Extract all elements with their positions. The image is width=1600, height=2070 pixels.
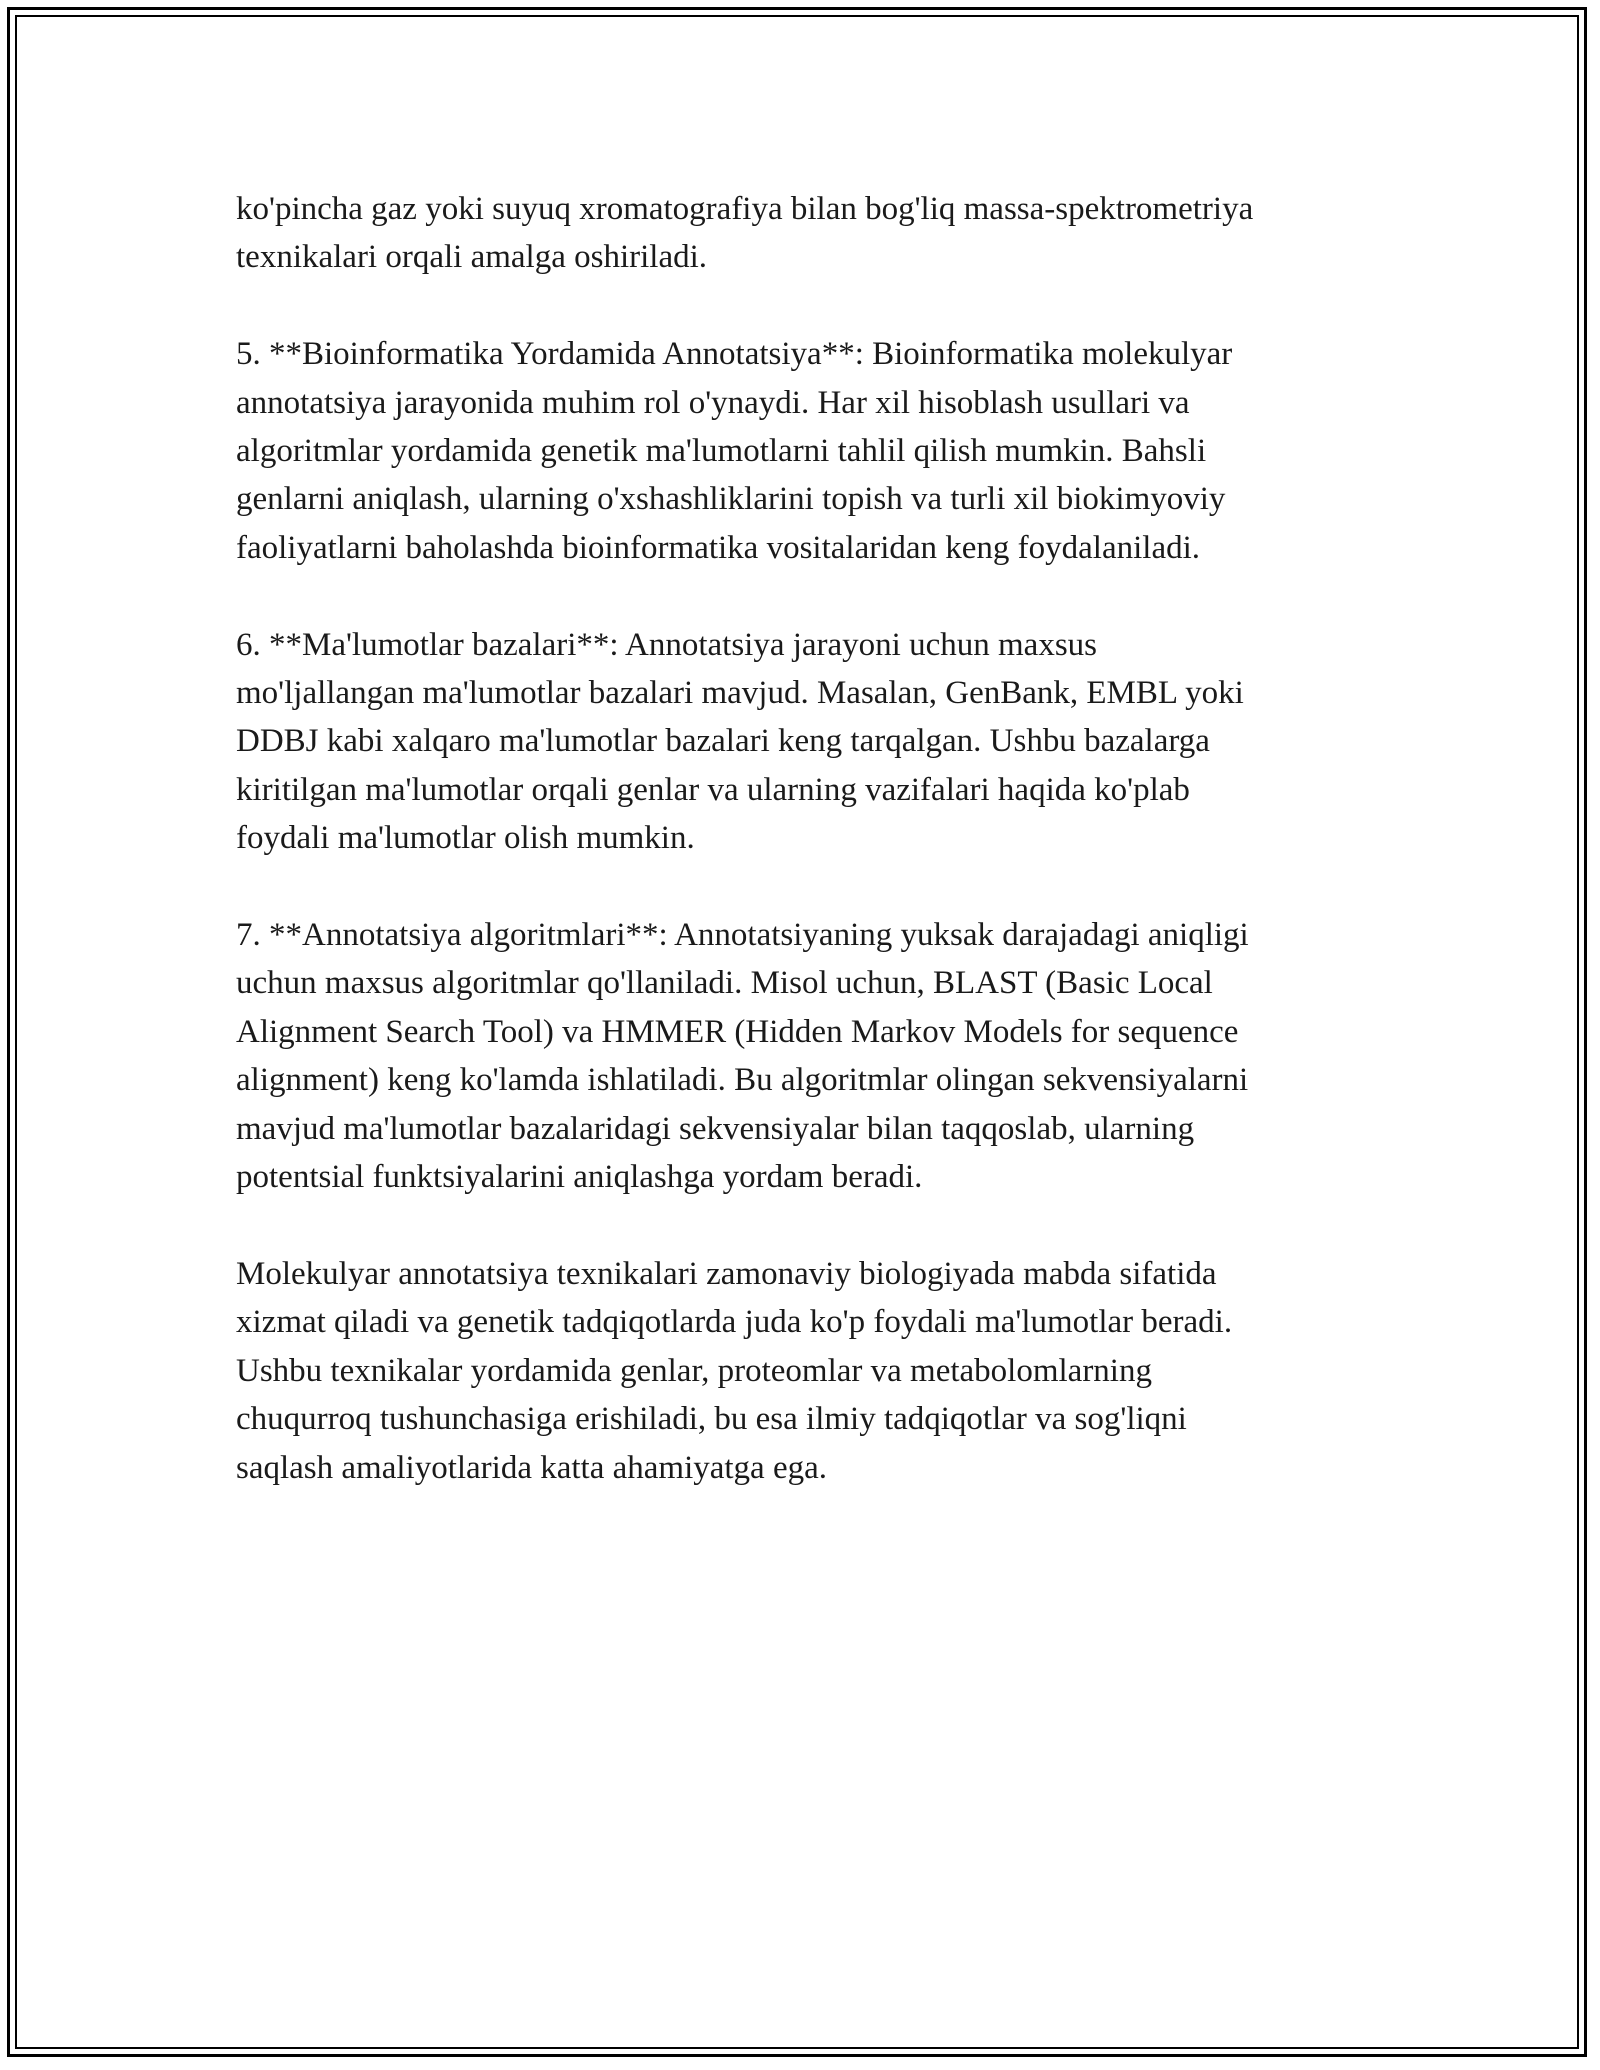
paragraph-item-6: 6. **Ma'lumotlar bazalari**: Annotatsiya jarayoni uchun maxsus mo'ljallangan ma'lumotlar bazalari mavjud. Masalan, GenBank, EMBL yoki DDBJ kabi xalqaro ma'lumotlar bazalari keng tarqalgan. Ushbu bazalarga kiritilgan ma'lumotlar orqali genlar va ularning vazifalari haqida ko'plab foydali ma'lumotlar olish mumkin. xyxy=(236,626,1244,857)
paragraph-continuation: ko'pincha gaz yoki suyuq xromatografiya bilan bog'liq massa-spektrometriya texnikalari orqali amalga oshiriladi. xyxy=(236,191,1254,276)
paragraph-item-7: 7. **Annotatsiya algoritmlari**: Annotatsiyaning yuksak darajadagi aniqligi uchun maxsus algoritmlar qo'llaniladi. Misol uchun, BLAST (Basic Local Alignment Search Tool) va HMMER (Hidden Markov Models for sequence alignment) keng ko'lamda ishlatiladi. Bu algoritmlar olingan sekvensiyalarni mavjud ma'lumotlar bazalaridagi sekvensiyalar bilan taqqoslab, ularning potentsial funktsiyalarini aniqlashga yordam beradi. xyxy=(236,917,1249,1196)
paragraph-conclusion: Molekulyar annotatsiya texnikalari zamonaviy biologiyada mabda sifatida xizmat qiladi va genetik tadqiqotlarda juda ko'p foydali ma'lumotlar beradi. Ushbu texnikalar yordamida genlar, proteomlar va metabolomlarning chuqurroq tushunchasiga erishiladi, bu esa ilmiy tadqiqotlar va sog'liqni saqlash amaliyotlarida katta ahamiyatga ega. xyxy=(236,1255,1233,1486)
document-body xyxy=(236,185,1386,1540)
paragraph-item-5: 5. **Bioinformatika Yordamida Annotatsiya**: Bioinformatika molekulyar annotatsiya jarayonida muhim rol o'ynaydi. Har xil hisoblash usullari va algoritmlar yordamida genetik ma'lumotlarni tahlil qilish mumkin. Bahsli genlarni aniqlash, ularning o'xshashliklarini topish va turli xil biokimyoviy faoliyatlarni baholashda bioinformatika vositalaridan keng foydalaniladi. xyxy=(236,336,1233,566)
